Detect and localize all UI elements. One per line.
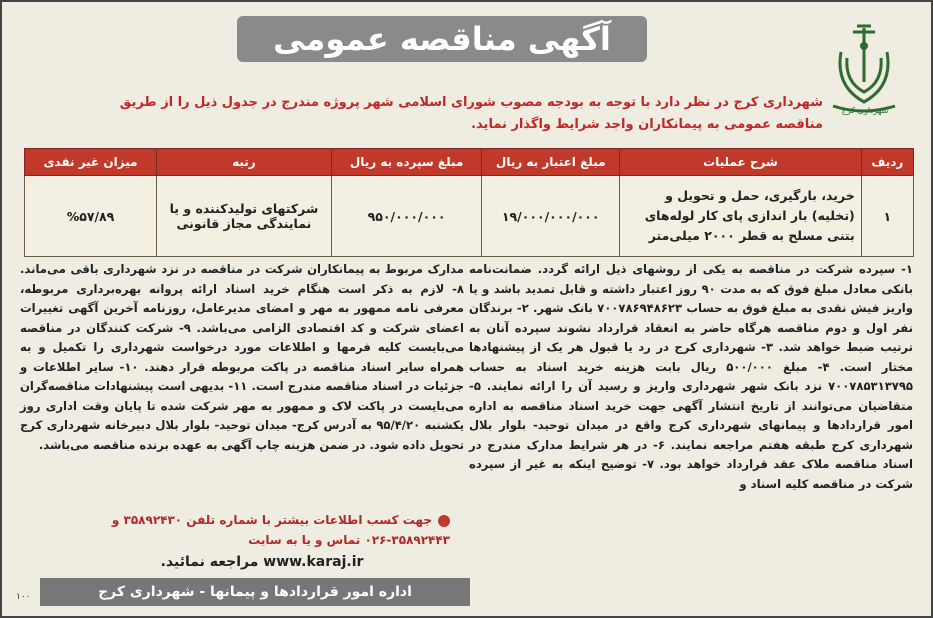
page-number: ۱۰۰ bbox=[16, 592, 31, 602]
intro-paragraph: شهرداری کرج در نظر دارد با توجه به بودجه مصوب شورای اسلامی شهر پروژه مندرج در جدول ذیل را از طریق مناقصه عمومی به پیمانکاران واجد شرایط واگذار نماید. bbox=[119, 95, 823, 132]
table-row bbox=[25, 176, 914, 257]
notice-title: آگهی مناقصه عمومی bbox=[237, 16, 647, 62]
bullet-icon bbox=[438, 515, 450, 527]
table-header-row bbox=[25, 149, 914, 176]
header-non-cash: میزان غیر نقدی bbox=[25, 149, 157, 176]
cell-rank: شرکتهای تولیدکننده و یا نمایندگی مجاز قانونی bbox=[157, 176, 332, 257]
cell-operation: خرید، بارگیری، حمل و تحویل و (تخلیه) بار اندازی پای کار لوله‌های بتنی مسلح به قطر ۲۰۰۰ میلی‌متر bbox=[620, 176, 862, 257]
conditions-left-column: مدارک مربوط به پیمانکاران شرکت در مناقصه در نزد شهرداری باقی می‌ماند. ۸- لازم به ذکر است هنگام خرید اسناد ارائه پروانه بهره‌برداری مربوطه، معرفی نامه ممهور به مهر و امضای مدیرعامل، روزنامه آخرین آگهی تغییرات اعضای شرکت و کد اقتصادی الزامی می‌باشد. ۹- شرکت کنندگان در مناقصه می‌بایست کلیه فرمها و اطلاعات مورد درخواست شهرداری را تکمیل و به همراه سایر اسناد مناقصه در پاکت مربوطه قرار دهند. ۱۰- سایر اطلاعات و جزئیات در اسناد مناقصه مندرج است. ۱۱- بدیهی است پیشنهادات مناقصه‌گران می‌بایست در پاکت لاک و ممهور به مهر شرکت شده تا پایان وقت اداری روز یکشنبه ۹۵/۴/۲۰ به آدرس کرج- میدان توحید- بلوار بلال دبیرخانه شهرداری کرج تحویل داده شود. در ضمن هزینه چاپ آگهی به عهده برنده مناقصه می‌باشد. bbox=[20, 262, 464, 452]
karaj-municipality-logo-icon bbox=[827, 22, 901, 114]
website-link[interactable]: www.karaj.ir bbox=[263, 554, 364, 570]
header-credit: مبلغ اعتبار به ریال bbox=[482, 149, 620, 176]
cell-row-no: ۱ bbox=[861, 176, 913, 257]
contact-info bbox=[30, 510, 450, 550]
footer-banner bbox=[40, 578, 470, 606]
footer-text: اداره امور قراردادها و پیمانها - شهرداری کرج bbox=[98, 584, 412, 600]
header-row-no: ردیف bbox=[861, 149, 913, 176]
website-suffix: مراجعه نمائید. bbox=[160, 554, 259, 570]
cell-non-cash: %۵۷/۸۹ bbox=[25, 176, 157, 257]
header-rank: رتبه bbox=[157, 149, 332, 176]
notice-title-banner bbox=[122, 8, 762, 70]
conditions-right-column: ۱- سپرده شرکت در مناقصه به یکی از روشهای ذیل ارائه گردد. ضمانت‌نامه بانکی معادل مبلغ فوق که به مدت ۹۰ روز اعتبار داشته و قابل تمدید باشد و یا واریز فیش نقدی به مبلغ فوق به حساب ۷۰۰۷۸۶۹۴۸۶۲۳ بانک شهر. ۲- برندگان نفر اول و دوم مناقصه هرگاه حاضر به انعقاد قرارداد نشوند سپرده آنان به ترتیب ضبط خواهد شد. ۳- شهرداری کرج در رد یا قبول هر یک از پیشنهادها مختار است. ۴- مبلغ ۵۰۰/۰۰۰ ریال بابت هزینه خرید اسناد به حساب ۷۰۰۷۸۵۳۱۳۷۹۵ نزد بانک شهر شهرداری واریز و رسید آن را ارائه نمایند. ۵- متقاضیان می‌توانند از تاریخ انتشار آگهی جهت خرید اسناد مناقصه به اداره امور قراردادها و پیمانهای شهرداری کرج واقع در میدان توحید- بلوار بلال شهرداری کرج طبقه هفتم مراجعه نمایند. ۶- در هر شرایط مدارک مندرج در اسناد مناقصه ملاک عقد قرارداد خواهد بود. ۷- توضیح اینکه به غیر از سپرده شرکت در مناقصه کلیه اسناد و bbox=[469, 262, 914, 491]
header-operation: شرح عملیات bbox=[620, 149, 862, 176]
website-line bbox=[142, 554, 382, 570]
logo-caption: شهرداری کرج bbox=[841, 106, 889, 115]
tender-table bbox=[24, 148, 914, 257]
cell-deposit: ۹۵۰/۰۰۰/۰۰۰ bbox=[331, 176, 481, 257]
cell-credit: ۱۹/۰۰۰/۰۰۰/۰۰۰ bbox=[482, 176, 620, 257]
contact-text: جهت کسب اطلاعات بیشتر با شماره تلفن ۳۵۸۹۲۴۳۰ و ۳۵۸۹۲۴۴۳-۰۲۶ تماس و یا به سایت bbox=[111, 513, 450, 547]
header-deposit: مبلغ سپرده به ریال bbox=[331, 149, 481, 176]
